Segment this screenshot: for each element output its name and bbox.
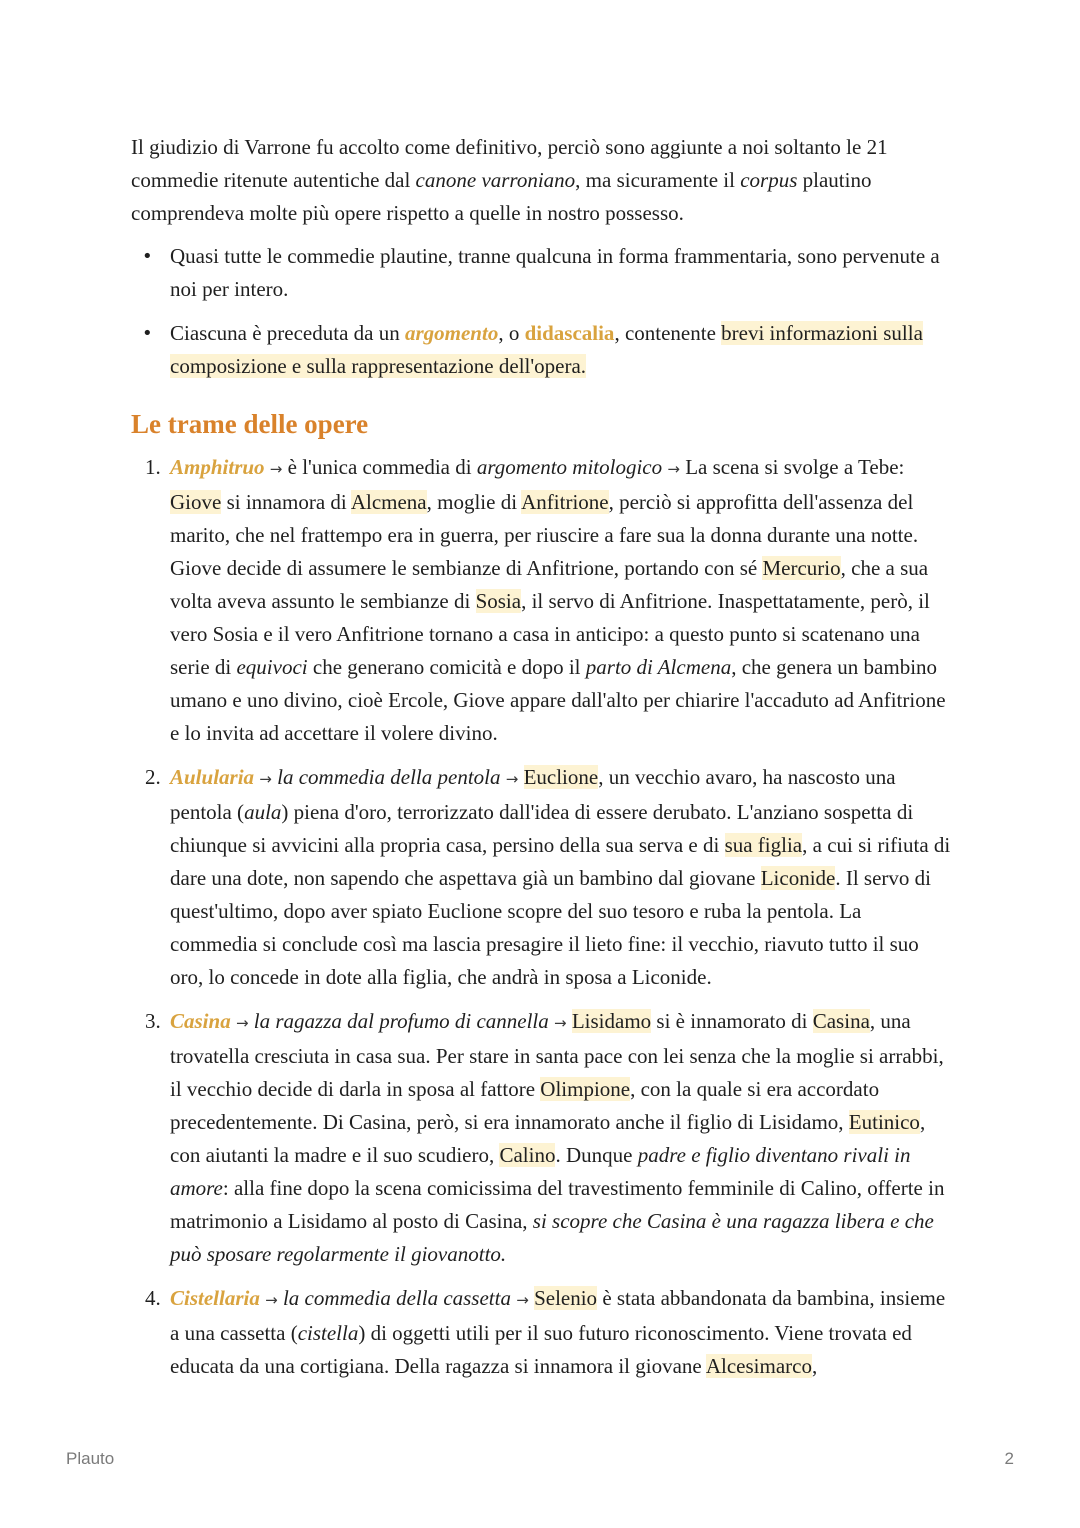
play-title: Amphitruo [170,455,265,479]
character-name: Alcmena [350,490,427,514]
plot-text: , con aiutanti la madre e il suo scudiero, [170,1110,926,1167]
plot-italic: la ragazza dal profumo di cannella [253,1009,549,1033]
plot-text: , che genera un bambino umano e uno divino, cioè Ercole, Giove appare dall'alto per chiarire l'accaduto ad Anfitrione e lo invita ad accettare il volere divino. [170,655,946,745]
plot-text: La scena si svolge a Tebe: [679,455,905,479]
plot-italic: cistella [297,1321,359,1345]
character-name: Giove [170,490,222,514]
play-title: Casina [170,1009,231,1033]
character-name: Calino [499,1143,556,1167]
plot-italic: equivoci [236,655,308,679]
bullet-item [131,317,951,383]
arrow-icon: → [235,1014,249,1032]
plot-text: si è innamorato di [651,1009,813,1033]
intro-paragraph [131,131,951,230]
footer-page-number: 2 [1004,1449,1014,1468]
plot-italic: la commedia della cassetta [282,1286,511,1310]
play-title: Aulularia [170,765,255,789]
bullet-text: , o [498,321,525,345]
plot-text: . Dunque [555,1143,638,1167]
bullet-item [131,240,951,306]
plot-text: , il servo di Anfitrione. Inaspettatamente, però, il vero Sosia e il vero Anfitrione tornano a casa in anticipo: a questo punto si scatenano una serie di [170,589,930,679]
character-name: Lisidamo [571,1009,652,1033]
plot-text: , moglie di [426,490,522,514]
plot-text: , un vecchio avaro, ha nascosto una pentola ( [170,765,896,824]
plot-text: , a cui si rifiuta di dare una dote, non sapendo che aspettava già un bambino dal giovane [170,833,951,890]
plot-text: che generano comicità e dopo il [307,655,586,679]
intro-text: , ma sicuramente il [575,168,741,192]
character-name: Sosia [475,589,522,613]
plot-text: . Il servo di quest'ultimo, dopo aver spiato Euclione scopre del suo tesoro e ruba la pentola. La commedia si conclude così ma lascia presagire il lieto fine: il vecchio, riavuto tutto il suo oro, lo concede in dote alla figlia, che andrà in sposa a Liconide. [170,866,932,989]
bullet-text: , contenente [614,321,722,345]
plot-italic: parto di Alcmena [585,655,732,679]
plot-text: ) di oggetti utili per il suo futuro riconoscimento. Viene trovata ed educata da una cortigiana. Della ragazza si innamora il giovane [170,1321,912,1378]
character-name: Eutinico [848,1110,920,1134]
arrow-icon: → [667,460,680,478]
plot-text: , perciò si approfitta dell'assenza del marito, che nel frattempo era in guerra, per riuscire a fare sua la donna durante una notte. Giove decide di assumere le sembianze di Anfitrione, portando con sé [170,490,919,580]
plot-text: : alla fine dopo la scena comicissima del travestimento femminile di Calino, offerte in matrimonio a Lisidamo al posto di Casina, [170,1176,945,1233]
item-number: 3. [145,1009,161,1033]
intro-text: plautino comprendeva molte più opere rispetto a quelle in nostro possesso. [131,168,872,225]
item-number: 4. [145,1286,161,1310]
footer-document-title: Plauto [66,1449,115,1468]
plot-item-amphitruo [131,451,951,750]
bullet-text: Quasi tutte le commedie plautine, tranne qualcuna in forma frammentaria, sono pervenute a noi per intero. [170,244,940,301]
plot-italic: aula [244,800,282,824]
character-name: sua figlia [724,833,803,857]
intro-italic-term: corpus [740,168,798,192]
item-number: 2. [145,765,161,789]
plot-item-cistellaria [131,1282,951,1383]
item-number: 1. [145,455,161,479]
bullet-text: Ciascuna è preceduta da un [170,321,405,345]
arrow-icon: → [259,770,272,788]
arrow-icon: → [505,770,519,788]
character-name: Mercurio [762,556,841,580]
plot-text: è l'unica commedia di [282,455,477,479]
plot-list [131,451,951,1383]
character-name: Liconide [760,866,836,890]
plot-text: si innamora di [221,490,351,514]
term-didascalia: didascalia [524,321,615,345]
section-heading: Le trame delle opere [131,409,369,439]
plot-text: , che a sua volta aveva assunto le sembianze di [170,556,929,613]
plot-text: , una trovatella cresciuta in casa sua. Per stare in santa pace con lei senza che la moglie si arrabbi, il vecchio decide di darla in sposa al fattore [170,1009,944,1101]
plot-italic: si scopre che Casina è una ragazza libera e che può sposare regolarmente il giovanotto. [170,1209,934,1266]
plot-text: , [811,1354,818,1378]
character-name: Casina [812,1009,870,1033]
term-argomento: argomento [404,321,499,345]
intro-text: Il giudizio di Varrone fu accolto come definitivo, perciò sono aggiunte a noi soltanto le 21 commedie ritenute autentiche dal [131,135,888,192]
plot-text: , con la quale si era accordato precedentemente. Di Casina, però, si era innamorato anche il figlio di Lisidamo, [170,1077,880,1134]
plot-italic: argomento mitologico [476,455,663,479]
play-title: Cistellaria [170,1286,260,1310]
plot-item-aulularia [131,761,951,994]
character-name: Euclione [523,765,599,789]
character-name: Anfitrione [521,490,609,514]
plot-italic: padre e figlio diventano rivali in amore [170,1143,911,1200]
character-name: Olimpione [540,1077,631,1101]
arrow-icon: → [554,1014,567,1032]
intro-italic-term: canone varroniano [415,168,576,192]
arrow-icon: → [516,1291,529,1309]
page-content [131,131,951,1394]
character-name: Alcesimarco [705,1354,812,1378]
plot-text: ) piena d'oro, terrorizzato dall'idea di essere derubato. L'anziano sospetta di chiunque si avvicini alla propria casa, persino della sua serva e di [170,800,914,857]
plot-item-casina [131,1005,951,1271]
arrow-icon: → [265,1291,278,1309]
plot-italic: la commedia della pentola [277,765,501,789]
bullet-list [131,240,951,383]
arrow-icon: → [269,460,283,478]
plot-text: è stata abbandonata da bambina, insieme a una cassetta ( [170,1286,946,1345]
highlighted-text: brevi informazioni sulla composizione e sulla rappresentazione dell'opera. [170,321,923,378]
character-name: Selenio [534,1286,598,1310]
